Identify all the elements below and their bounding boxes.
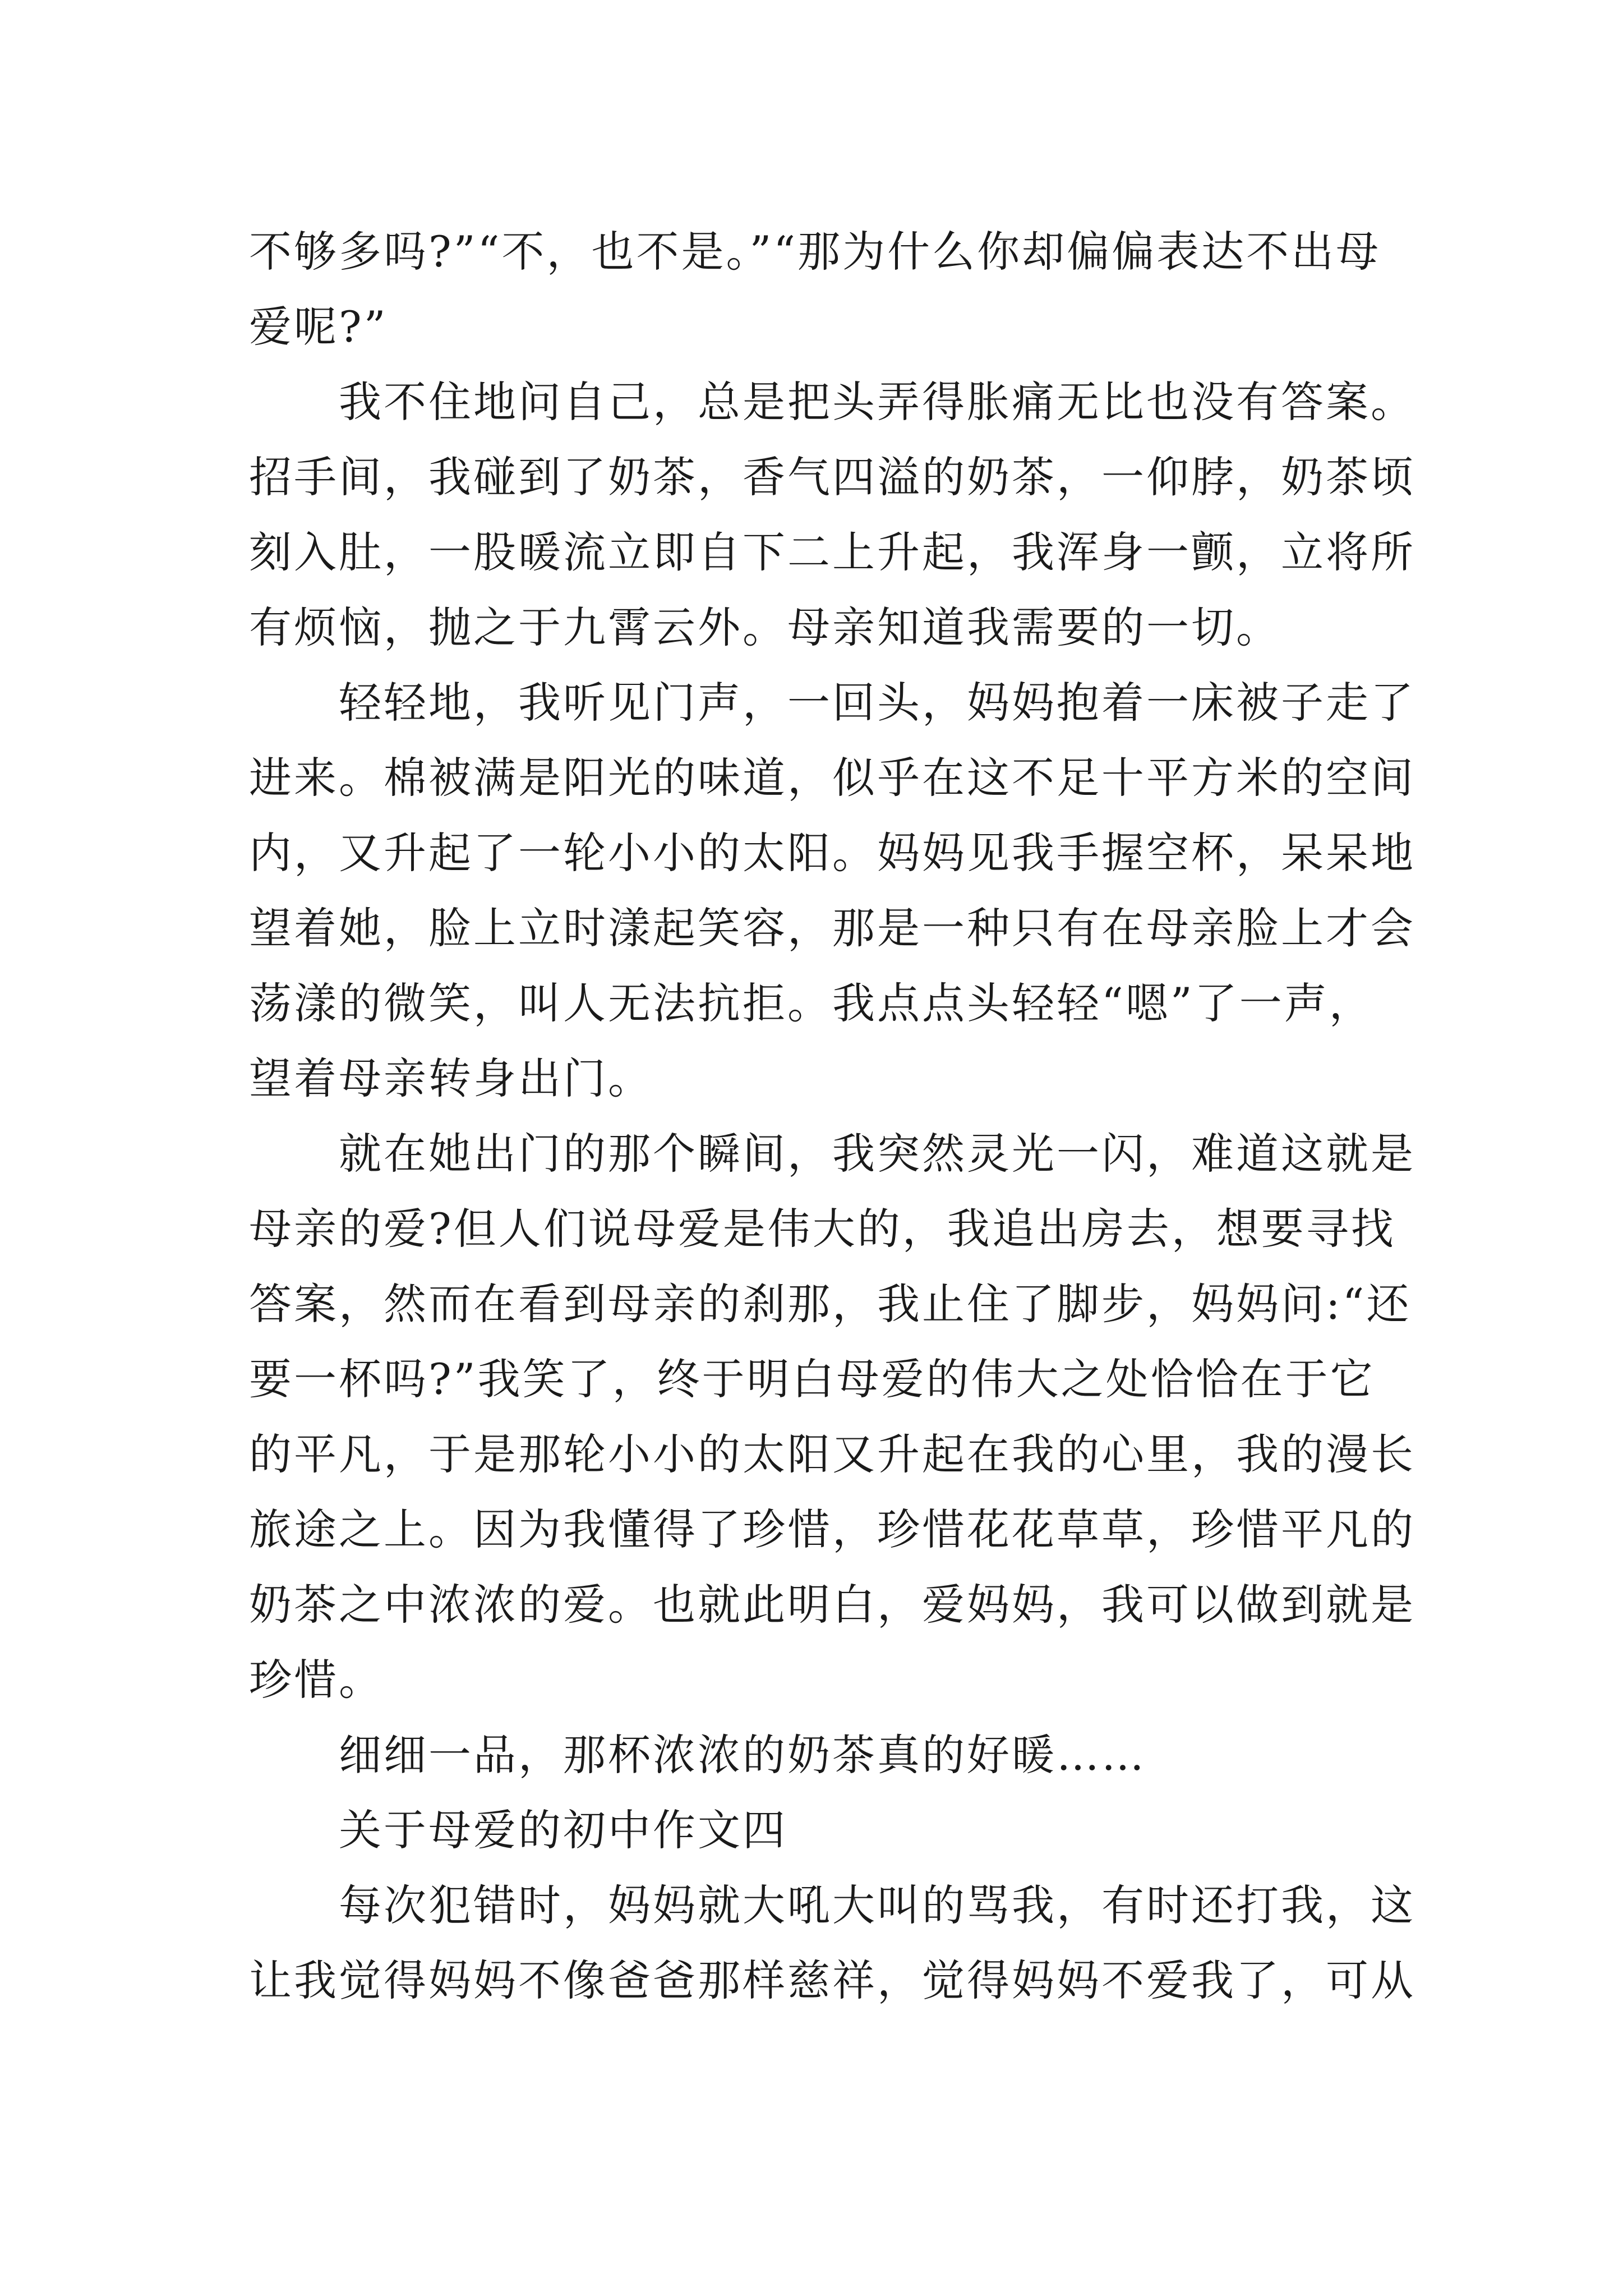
text-line: 旅途之上。因为我懂得了珍惜，珍惜花花草草，珍惜平凡的 xyxy=(249,1504,1415,1554)
text-line: 要一杯吗?”我笑了，终于明白母爱的伟大之处恰恰在于它 xyxy=(249,1354,1375,1404)
text-line: 珍惜。 xyxy=(249,1655,384,1705)
text-line: 进来。棉被满是阳光的味道，似乎在这不足十平方米的空间 xyxy=(249,753,1415,803)
text-line: 让我觉得妈妈不像爸爸那样慈祥，觉得妈妈不爱我了，可从 xyxy=(249,1955,1415,2005)
text-line: 不够多吗?”“不，也不是。”“那为什么你却偏偏表达不出母 xyxy=(249,227,1381,277)
text-line: 内，又升起了一轮小小的太阳。妈妈见我手握空杯，呆呆地 xyxy=(249,828,1415,878)
essay-body xyxy=(249,214,1415,2018)
text-line: 爱呢?” xyxy=(249,302,388,352)
paragraph-start-line: 细细一品，那杯浓浓的奶茶真的好暖…… xyxy=(339,1730,1146,1780)
text-line: 望着她，脸上立时漾起笑容，那是一种只有在母亲脸上才会 xyxy=(249,903,1415,953)
text-line: 母亲的爱?但人们说母爱是伟大的，我追出房去，想要寻找 xyxy=(249,1204,1396,1254)
section-heading: 关于母爱的初中作文四 xyxy=(339,1805,787,1855)
text-line: 刻入肚，一股暖流立即自下二上升起，我浑身一颤，立将所 xyxy=(249,527,1415,577)
paragraph-start-line: 就在她出门的那个瞬间，我突然灵光一闪，难道这就是 xyxy=(339,1129,1415,1179)
paragraph-start-line: 每次犯错时，妈妈就大吼大叫的骂我，有时还打我，这 xyxy=(339,1880,1415,1930)
text-line: 答案，然而在看到母亲的刹那，我止住了脚步，妈妈问:“还 xyxy=(249,1279,1412,1329)
paragraph-start-line: 我不住地问自己，总是把头弄得胀痛无比也没有答案。 xyxy=(339,377,1415,427)
paragraph-start-line: 轻轻地，我听见门声，一回头，妈妈抱着一床被子走了 xyxy=(339,678,1415,728)
text-line: 奶茶之中浓浓的爱。也就此明白，爱妈妈，我可以做到就是 xyxy=(249,1580,1415,1630)
text-line: 的平凡，于是那轮小小的太阳又升起在我的心里，我的漫长 xyxy=(249,1429,1415,1479)
text-line: 有烦恼，抛之于九霄云外。母亲知道我需要的一切。 xyxy=(249,602,1281,652)
text-line: 望着母亲转身出门。 xyxy=(249,1053,653,1103)
text-line: 荡漾的微笑，叫人无法抗拒。我点点头轻轻“嗯”了一声， xyxy=(249,978,1374,1028)
text-line: 招手间，我碰到了奶茶，香气四溢的奶茶，一仰脖，奶茶顷 xyxy=(249,452,1415,502)
